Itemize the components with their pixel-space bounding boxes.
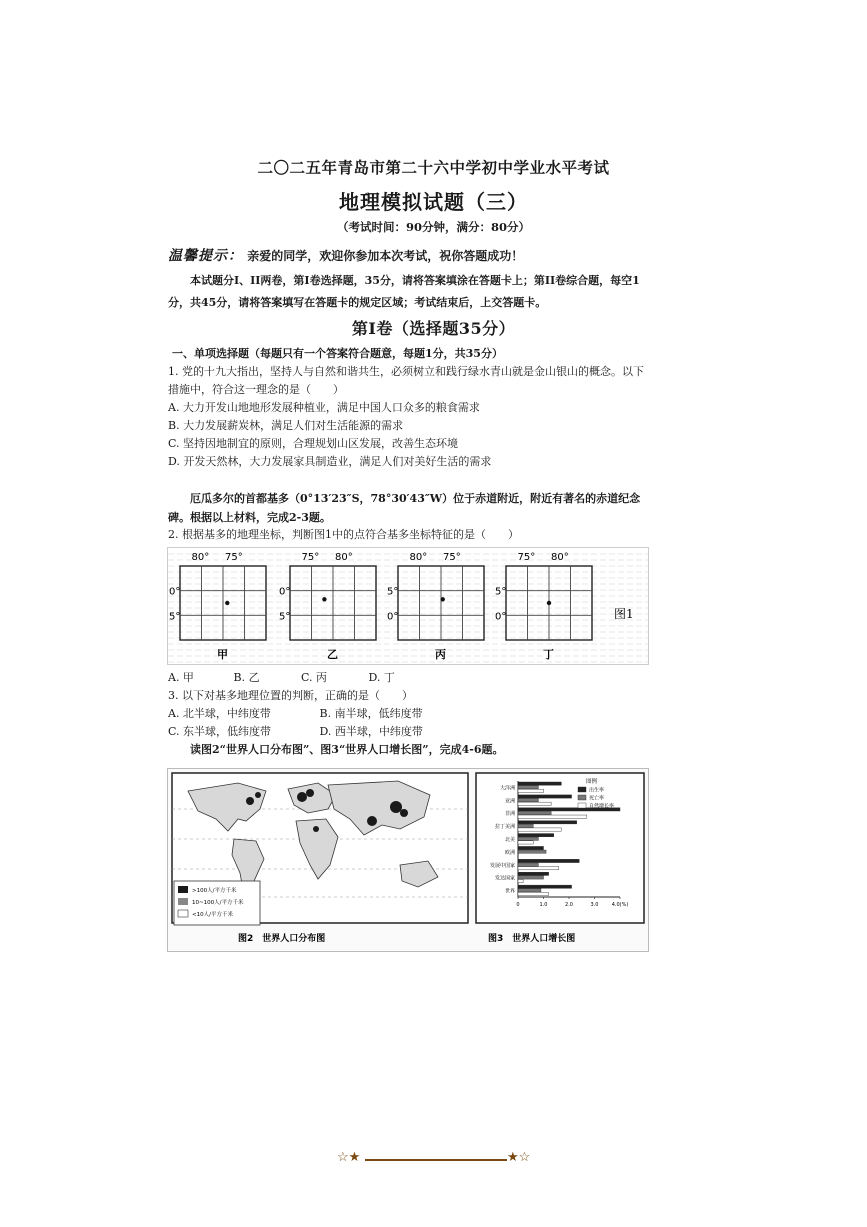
figure-1 [167, 547, 649, 665]
chart-tick-label: 0 [516, 902, 520, 908]
panel-lon-right-label: 80° [335, 552, 353, 563]
footer-stars-left: ☆★ [337, 1150, 361, 1165]
exam-subject-title: 地理模拟试题（三） [339, 190, 528, 214]
chart-bar [518, 821, 577, 824]
panel-name-label: 丁 [543, 648, 554, 661]
chart-bar [518, 850, 546, 853]
reading-passage: 厄瓜多尔的首都基多（0°13′23″S，78°30′43″W）位于赤道附近，附近有著名的赤道纪念碑。根据以上材料，完成2-3题。 [168, 492, 641, 524]
chart-bar [518, 802, 551, 805]
question-1-option-b: B. 大力发展薪炭林，满足人们对生活能源的需求 [168, 419, 404, 432]
chart-bar [518, 834, 554, 837]
chart-bar [518, 863, 538, 866]
location-dot [322, 597, 326, 601]
question-1-option-a: A. 大力开发山地地形发展种植业，满足中国人口众多的粮食需求 [168, 401, 480, 414]
legend-low-label: <10人/平方千米 [192, 912, 233, 918]
chart-bar [518, 876, 544, 879]
panel-lon-left-label: 80° [409, 552, 428, 563]
figure-1-caption: 图1 [614, 607, 634, 621]
chart-bar [518, 879, 523, 882]
figure-3-caption: 图3 世界人口增长图 [488, 934, 576, 944]
chart-category-label: 非洲 [504, 811, 515, 818]
chart-bar [518, 782, 561, 785]
section-title: 第I卷（选择题35分） [351, 319, 516, 338]
figures-2-3 [167, 768, 649, 952]
warm-tip [168, 245, 523, 265]
chart-tick-label: 2.0 [565, 902, 573, 908]
chart-bar [518, 815, 587, 818]
chart-category-label: 发展中国家 [489, 862, 515, 869]
chart-bar [518, 892, 549, 895]
chart-tick-label: 4.0(%) [611, 902, 629, 908]
location-dot [225, 601, 229, 605]
instructions: 本试题分I、II两卷，第I卷选择题，35分，请将答案填涂在答题卡上；第II卷综合题，每空1分，共45分，请将答案填写在答题卡的规定区域；考试结束后，上交答题卡。 [168, 274, 640, 309]
question-3-options-row-2 [168, 723, 423, 741]
figure-1-panel-1 [169, 552, 266, 661]
chart-bar [518, 872, 549, 875]
panel-lon-left-label: 75° [517, 552, 536, 563]
figures-2-3-canvas [168, 769, 648, 951]
chart-bar [518, 811, 551, 814]
exam-duration: （考试时间：90分钟，满分：80分） [336, 220, 530, 234]
chart-bar [518, 786, 538, 789]
panel-lon-left-label: 75° [301, 552, 320, 563]
exam-school-title: 二〇二五年青岛市第二十六中学初中学业水平考试 [257, 158, 610, 177]
question-3-option-d: D. 西半球，中纬度带 [319, 725, 423, 738]
panel-lat-top-label: 0° [169, 586, 181, 598]
chart-bar [518, 846, 544, 849]
question-3-option-a: A. 北半球，中纬度带 [168, 707, 271, 720]
legend-high-label: >100人/平方千米 [192, 888, 237, 894]
legend-swatch-low [178, 910, 188, 917]
chart-category-label: 拉丁美洲 [494, 824, 515, 831]
panel-lat-top-label: 5° [495, 586, 507, 598]
legend-swatch-high [178, 886, 188, 893]
chart-category-label: 世界 [504, 888, 515, 895]
legend-swatch-medium [178, 898, 188, 905]
question-2-options [168, 669, 395, 687]
question-2-option-d: D. 丁 [368, 671, 395, 684]
footer-line [365, 1159, 507, 1161]
panel-name-label: 甲 [217, 648, 228, 661]
question-3-option-c: C. 东半球，低纬度带 [168, 725, 272, 738]
chart-tick-label: 1.0 [539, 902, 548, 908]
question-1-stem: 1. 党的十九大指出，坚持人与自然和谐共生，必须树立和践行绿水青山就是金山银山的概念。以下措施中，符合这一理念的是（ ） [168, 365, 644, 396]
figure-1-panel-3 [387, 552, 484, 661]
chart-legend-label: 自然增长率 [589, 803, 615, 810]
panel-lat-bottom-label: 0° [495, 611, 507, 623]
chart-legend-swatch [578, 795, 586, 800]
footer-stars-right: ★☆ [507, 1150, 531, 1165]
panel-lon-left-label: 80° [191, 552, 210, 563]
chart-tick-label: 3.0 [590, 902, 599, 908]
location-dot [441, 597, 445, 601]
panel-lon-right-label: 75° [443, 552, 461, 563]
tip-text: 亲爱的同学，欢迎你参加本次考试，祝你答题成功！ [247, 249, 524, 263]
chart-bar [518, 799, 538, 802]
chart-category-label: 欧洲 [504, 849, 515, 856]
figure-intro: 读图2“世界人口分布图”、图3“世界人口增长图”，完成4-6题。 [190, 743, 504, 756]
figure-1-panel-4 [495, 552, 592, 661]
question-2-option-b: B. 乙 [233, 671, 260, 684]
location-dot [547, 601, 551, 605]
footer-decoration [337, 1150, 533, 1170]
figure-1-panel-2 [279, 552, 376, 661]
chart-bar [518, 789, 544, 792]
chart-category-label: 北美 [504, 837, 515, 843]
chart-bar [518, 854, 519, 857]
chart-bar [518, 828, 561, 831]
question-3-options-row-1 [168, 705, 423, 723]
panel-lat-bottom-label: 0° [387, 611, 399, 623]
chart-bar [518, 837, 538, 840]
chart-bar [518, 867, 559, 870]
panel-lat-top-label: 0° [279, 586, 291, 598]
panel-lat-top-label: 5° [387, 586, 399, 598]
chart-bar [518, 824, 533, 827]
chart-bar [518, 889, 541, 892]
figure-2-caption: 图2 世界人口分布图 [238, 934, 326, 944]
figure-1-grids [168, 548, 648, 664]
panel-lon-right-label: 80° [551, 552, 569, 563]
chart-category-label: 亚洲 [504, 798, 515, 805]
chart-legend-title: 图例 [586, 779, 598, 785]
panel-lon-right-label: 75° [225, 552, 243, 563]
chart-legend-swatch [578, 803, 586, 808]
question-2-option-c: C. 丙 [301, 671, 328, 684]
chart-bar [518, 841, 533, 844]
chart-bar [518, 795, 572, 798]
panel-name-label: 丙 [435, 648, 446, 661]
question-3-option-b: B. 南半球，低纬度带 [319, 707, 423, 720]
question-3-stem: 3. 以下对基多地理位置的判断，正确的是（ ） [168, 689, 413, 702]
tip-label: 温馨提示： [168, 248, 243, 264]
chart-legend-label: 死亡率 [589, 795, 605, 802]
question-1-option-d: D. 开发天然林，大力发展家具制造业，满足人们对美好生活的需求 [168, 455, 492, 468]
question-2-stem: 2. 根据基多的地理坐标，判断图1中的点符合基多坐标特征的是（ ） [168, 528, 519, 541]
chart-category-label: 发达国家 [494, 875, 515, 882]
panel-lat-bottom-label: 5° [279, 611, 291, 623]
legend-medium-label: 10~100人/平方千米 [192, 900, 244, 906]
chart-legend-label: 出生率 [589, 787, 605, 794]
panel-name-label: 乙 [327, 648, 338, 661]
part-title: 一、单项选择题（每题只有一个答案符合题意，每题1分，共35分） [172, 347, 503, 360]
chart-bar [518, 859, 579, 862]
chart-category-label: 大洋洲 [499, 785, 515, 792]
question-1-option-c: C. 坚持因地制宜的原则，合理规划山区发展，改善生态环境 [168, 437, 459, 450]
chart-bar [518, 885, 572, 888]
chart-legend-swatch [578, 787, 586, 792]
panel-lat-bottom-label: 5° [169, 611, 181, 623]
question-2-option-a: A. 甲 [168, 671, 194, 684]
